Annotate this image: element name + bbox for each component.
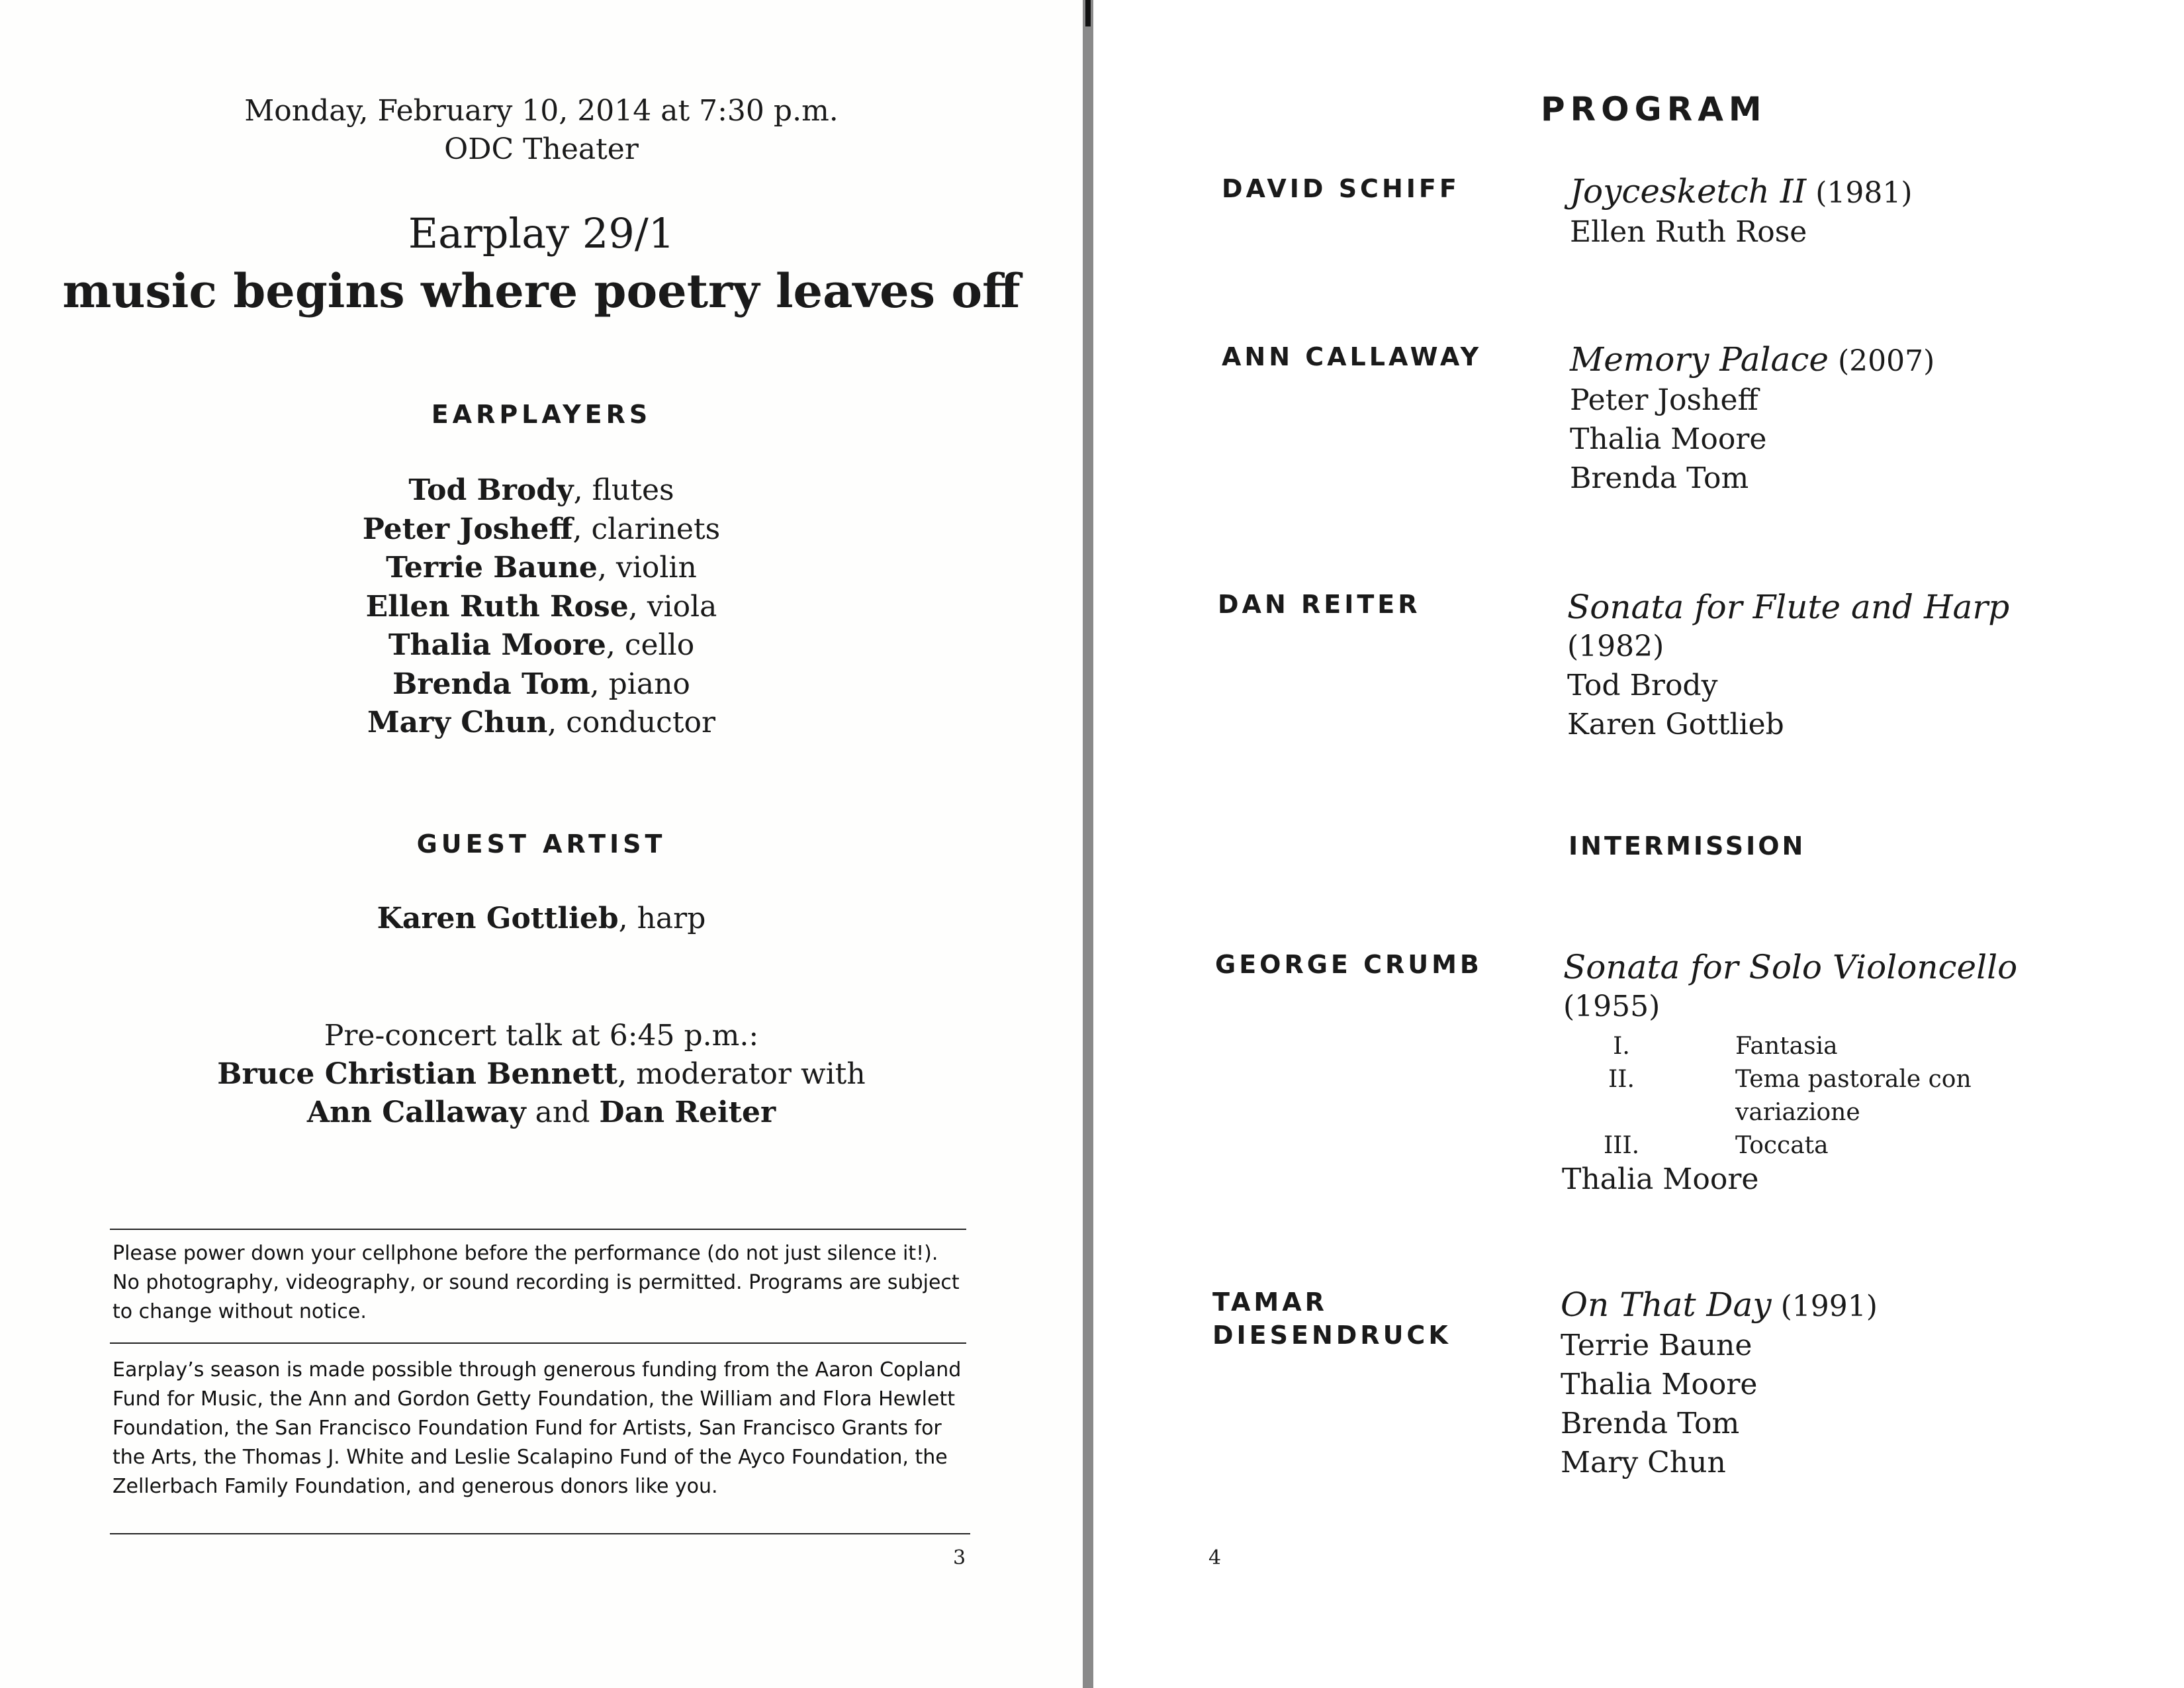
piece-year: (1955) <box>1563 990 1661 1023</box>
piece-title-line <box>1570 340 2073 381</box>
concert-venue: ODC Theater <box>444 132 639 166</box>
movement-title: Toccata <box>1735 1132 1829 1159</box>
player-name: Terrie Baune <box>386 551 598 585</box>
composer-name: GEORGE CRUMB <box>1215 950 1482 979</box>
piece-title: Joycesketch II <box>1570 172 1807 211</box>
piece-year: (1981) <box>1806 176 1913 210</box>
composer-name: DAN REITER <box>1218 590 1421 619</box>
earplayers-heading: EARPLAYERS <box>431 400 652 429</box>
moderator-name: Bruce Christian Bennett <box>217 1057 618 1091</box>
movement <box>1588 1063 2052 1129</box>
player-line <box>0 549 1083 588</box>
movement <box>1588 1030 2052 1063</box>
performer: Ellen Ruth Rose <box>1570 215 1807 249</box>
player-role: , conductor <box>547 706 716 739</box>
player-name: Peter Josheff <box>362 512 573 546</box>
program-piece <box>1570 340 2073 498</box>
movement-number: I. <box>1613 1033 1630 1060</box>
player-name: Thalia Moore <box>388 628 606 662</box>
program-piece-performers <box>1562 1160 2065 1199</box>
piece-title: Sonata for Solo Violoncello <box>1563 948 2018 986</box>
player-role: , cello <box>606 628 695 662</box>
page-number: 4 <box>1208 1546 1222 1570</box>
performer: Brenda Tom <box>1570 461 1749 495</box>
player-role: , viola <box>628 589 717 624</box>
moderator-suffix: , moderator with <box>617 1057 866 1091</box>
performer: Tod Brody <box>1567 669 1718 702</box>
program-heading: PROGRAM <box>1541 90 1767 128</box>
composer-name: TAMAR DIESENDRUCK <box>1212 1288 1451 1350</box>
player-line <box>0 626 1083 665</box>
performer: Karen Gottlieb <box>1567 708 1784 741</box>
piece-title: On That Day <box>1561 1286 1772 1324</box>
performer: Mary Chun <box>1561 1446 1726 1479</box>
gutter-shadow <box>1085 0 1091 26</box>
composer-name: ANN CALLAWAY <box>1222 342 1482 371</box>
panelist-name: Ann Callaway <box>306 1096 526 1129</box>
movement-list <box>1588 1030 2052 1162</box>
player-role: , piano <box>590 667 690 701</box>
performer: Thalia Moore <box>1570 422 1767 456</box>
program-piece <box>1563 948 2066 1026</box>
player-name: Tod Brody <box>408 473 574 507</box>
piece-year: (1982) <box>1567 630 1664 663</box>
movement-number: II. <box>1608 1066 1635 1093</box>
book-gutter <box>1083 0 1093 1688</box>
cellphone-notice: Please power down your cellphone before the performance (do not just silence it!). No photography, videography, or sound recording is permitted. Programs are subject to change without notice. <box>113 1242 960 1323</box>
player-role: , clarinets <box>572 512 721 546</box>
intermission-label: INTERMISSION <box>1569 831 1806 861</box>
talk-panel-line <box>0 1094 1083 1132</box>
concert-subtitle: music begins where poetry leaves off <box>62 263 1021 318</box>
divider <box>110 1533 970 1534</box>
guest-role: , harp <box>618 902 706 935</box>
program-page-3 <box>0 0 1083 1688</box>
piece-title: Memory Palace <box>1570 340 1829 379</box>
composer-name: DAVID SCHIFF <box>1222 174 1460 203</box>
panelist-name: Dan Reiter <box>599 1096 776 1129</box>
player-name: Ellen Ruth Rose <box>365 589 629 624</box>
performer: Thalia Moore <box>1561 1368 1758 1401</box>
player-name: Mary Chun <box>367 706 548 739</box>
player-line <box>0 471 1083 510</box>
piece-title-line <box>1570 172 2073 212</box>
movement <box>1588 1129 2052 1162</box>
talk-moderator-line <box>0 1055 1083 1094</box>
program-piece <box>1567 588 2070 744</box>
pre-concert-talk <box>0 1017 1083 1132</box>
guest-artist <box>0 902 1083 935</box>
earplayers-list <box>0 471 1083 743</box>
player-role: , violin <box>597 551 697 585</box>
piece-year: (2007) <box>1828 344 1935 378</box>
divider <box>110 1229 966 1230</box>
program-piece <box>1561 1286 2064 1482</box>
player-role: , flutes <box>573 473 674 507</box>
panel-conjunction: and <box>525 1096 600 1129</box>
performer: Terrie Baune <box>1561 1329 1752 1362</box>
movement-title: Fantasia <box>1735 1033 1838 1060</box>
performer: Brenda Tom <box>1561 1407 1740 1440</box>
player-line <box>0 665 1083 704</box>
piece-year: (1991) <box>1771 1289 1878 1323</box>
piece-title-line <box>1561 1286 2064 1326</box>
performer: Peter Josheff <box>1570 383 1758 417</box>
concert-date: Monday, February 10, 2014 at 7:30 p.m. <box>244 94 839 128</box>
concert-title: Earplay 29/1 <box>408 209 675 258</box>
player-name: Brenda Tom <box>392 667 590 701</box>
player-line <box>0 510 1083 549</box>
program-piece <box>1570 172 2073 252</box>
player-line <box>0 704 1083 743</box>
guest-artist-heading: GUEST ARTIST <box>416 829 666 859</box>
funding-notice: Earplay’s season is made possible through generous funding from the Aaron Copland Fund for Music, the Ann and Gordon Getty Foundation, the William and Flora Hewlett Foundation, the San Francisco Foundation Fund for Artists, San Francisco Grants for the Arts, the Thomas J. White and Leslie Scalapino Fund of the Ayco Foundation, the Zellerbach Family Foundation, and generous donors like you. <box>113 1358 962 1498</box>
performer: Thalia Moore <box>1562 1162 1759 1196</box>
movement-title: Tema pastorale con variazione <box>1735 1066 1972 1126</box>
piece-title: Sonata for Flute and Harp <box>1567 588 2010 626</box>
talk-time: Pre-concert talk at 6:45 p.m.: <box>324 1019 759 1053</box>
movement-number: III. <box>1603 1132 1640 1159</box>
page-number: 3 <box>953 1546 966 1570</box>
divider <box>110 1342 966 1344</box>
player-line <box>0 588 1083 627</box>
guest-name: Karen Gottlieb <box>377 902 619 935</box>
